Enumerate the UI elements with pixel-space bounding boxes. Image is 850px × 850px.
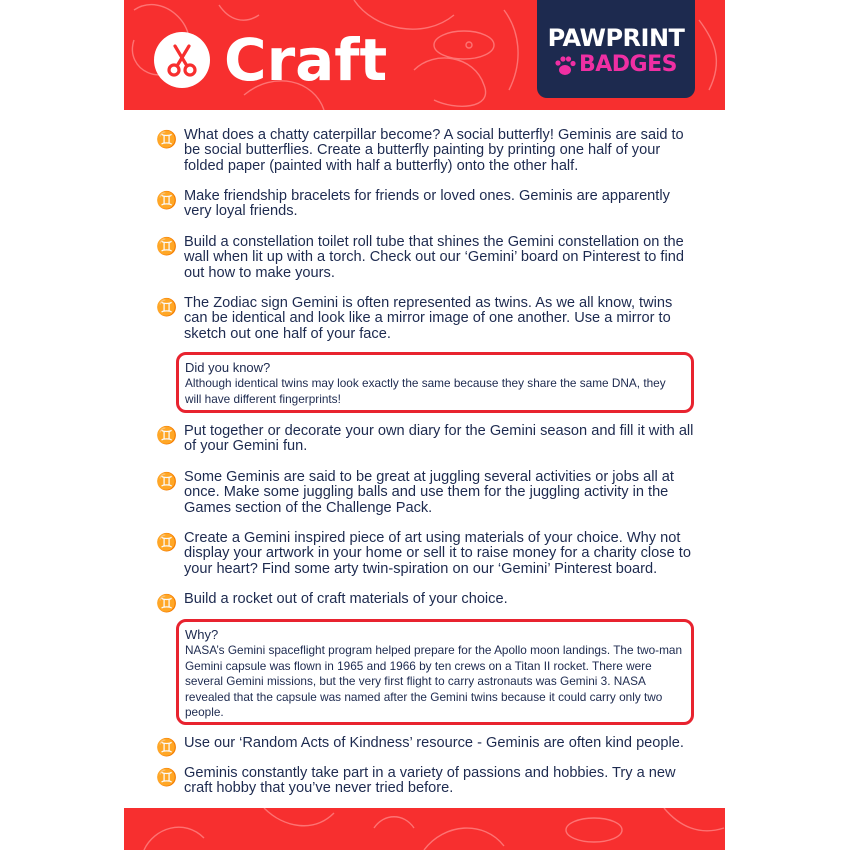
box-title: Why? [185, 627, 219, 642]
gemini-icon: ♊ [156, 426, 178, 446]
gemini-icon: ♊ [156, 738, 178, 758]
list-item-text: What does a chatty caterpillar become? A social butterfly! Geminis are said to be social butterflies. Create a butterfly painting by printing one half of your folded paper (painted with half a butterfly) onto the other half. [184, 127, 684, 174]
list-item-text: The Zodiac sign Gemini is often represented as twins. As we all know, twins can be identical and look like a mirror image of one another. Use a mirror to sketch out one half of your face. [184, 295, 673, 342]
scissors-badge [154, 32, 210, 88]
page-title: Craft [224, 26, 388, 94]
gemini-icon: ♊ [156, 594, 178, 614]
gemini-icon: ♊ [156, 237, 178, 257]
list-item-text: Geminis constantly take part in a variety of passions and hobbies. Try a new craft hobby that you’ve never tried before. [184, 765, 676, 797]
list-item-text: Put together or decorate your own diary for the Gemini season and fill it with all of your Gemini fun. [184, 423, 694, 455]
list-item-text: Some Geminis are said to be great at juggling several activities or jobs all at once. Make some juggling balls and use them for the juggling activity in the Games section of the Challenge Pack. [184, 469, 674, 516]
list-item-text: Build a constellation toilet roll tube that shines the Gemini constellation on the wall when lit up with a torch. Check out our ‘Gemini’ board on Pinterest to find out how to make yours. [184, 234, 684, 281]
decorative-pattern [124, 808, 725, 850]
list-item-text: Create a Gemini inspired piece of art using materials of your choice. Why not display your artwork in your home or sell it to raise money for a charity close to your heart? Find some arty twin-spiration on our ‘Gemini’ Pinterest board. [184, 530, 691, 577]
scissors-icon [162, 40, 202, 80]
brand-subtitle: BADGES [579, 52, 677, 77]
paw-icon [553, 54, 577, 78]
brand-logo [537, 0, 695, 98]
brand-name: PAWPRINT [547, 24, 685, 52]
list-item-text: Make friendship bracelets for friends or loved ones. Geminis are apparently very loyal friends. [184, 188, 670, 220]
list-item-text: Use our ‘Random Acts of Kindness’ resource - Geminis are often kind people. [184, 735, 684, 751]
gemini-icon: ♊ [156, 130, 178, 150]
box-title: Did you know? [185, 360, 271, 375]
gemini-icon: ♊ [156, 533, 178, 553]
list-item-text: Build a rocket out of craft materials of your choice. [184, 591, 508, 607]
header-banner [124, 0, 725, 110]
why-box [176, 619, 694, 725]
did-you-know-box [176, 352, 694, 413]
gemini-icon: ♊ [156, 768, 178, 788]
gemini-icon: ♊ [156, 298, 178, 318]
footer-banner [124, 808, 725, 850]
worksheet-page [124, 0, 725, 850]
gemini-icon: ♊ [156, 191, 178, 211]
box-text: Although identical twins may look exactly the same because they share the same DNA, they will have different fingerprints! [185, 376, 666, 406]
box-text: NASA’s Gemini spaceflight program helped prepare for the Apollo moon landings. The two-man Gemini capsule was flown in 1965 and 1966 by ten crews on a Titan II rocket. There were several Gemini missions, but the very first flight to carry astronauts was Gemini 3. NASA revealed that the capsule was named after the Gemini twins because it could carry only two people. [185, 643, 683, 720]
gemini-icon: ♊ [156, 472, 178, 492]
